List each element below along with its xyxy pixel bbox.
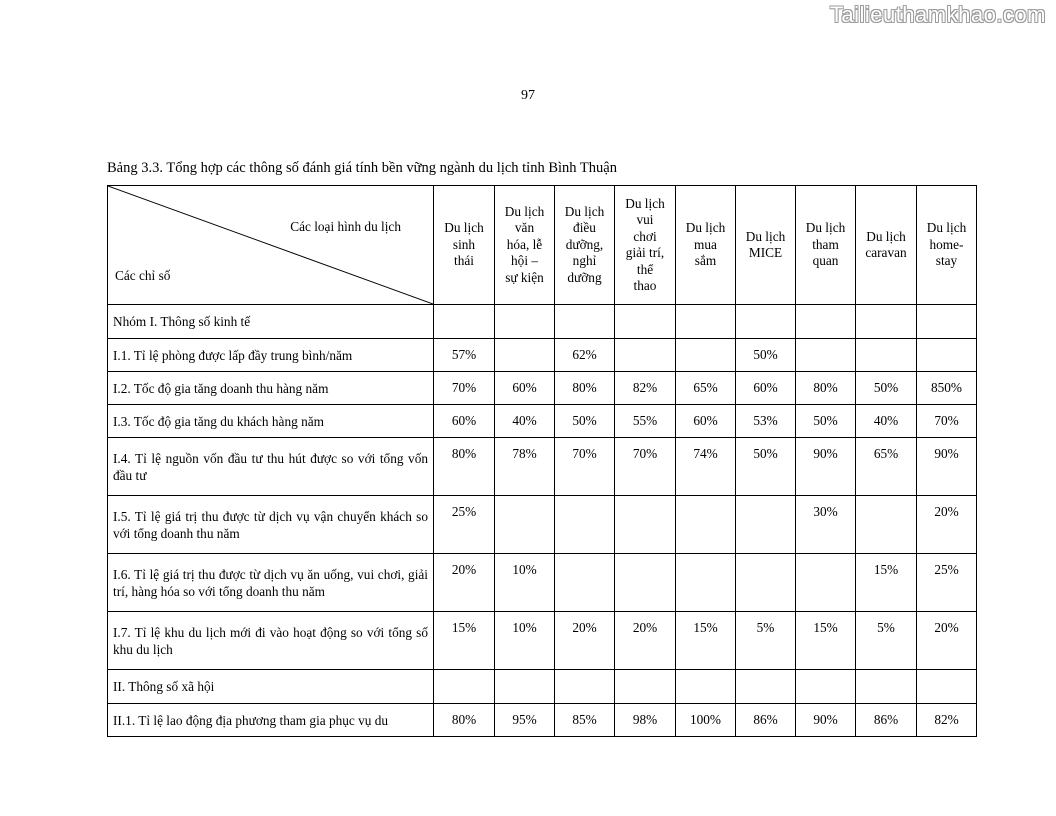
value-cell [676,339,736,372]
column-header-line: Du lịch [625,195,665,211]
empty-cell [796,670,856,704]
empty-cell [555,670,615,704]
indicator-label: I.6. Tỉ lệ giá trị thu được từ dịch vụ ăn uống, vui chơi, giải trí, hàng hóa so với tổng doanh thu năm [108,554,434,612]
value-cell: 60% [676,405,736,438]
value-cell [555,554,615,612]
value-cell: 50% [736,339,796,372]
value-cell: 62% [555,339,615,372]
indicator-label: I.2. Tốc độ gia tăng doanh thu hàng năm [108,372,434,405]
value-cell: 60% [434,405,495,438]
column-header [434,186,495,305]
table-row [108,612,977,670]
group-title: Nhóm I. Thông số kinh tế [108,305,434,339]
value-cell: 65% [856,438,917,496]
empty-cell [917,305,977,339]
value-cell: 95% [495,704,555,737]
value-cell [495,339,555,372]
value-cell: 20% [917,496,977,554]
column-header [736,186,796,305]
value-cell: 50% [736,438,796,496]
value-cell: 40% [495,405,555,438]
value-cell: 50% [555,405,615,438]
value-cell [917,339,977,372]
value-cell: 20% [434,554,495,612]
column-header-line: hóa, lễ [506,236,543,252]
watermark: Tailieuthamkhao.com [829,2,1046,27]
corner-label-indicators: Các chỉ số [115,268,171,283]
table-row [108,496,977,554]
empty-cell [676,305,736,339]
value-cell [736,496,796,554]
table-row [108,704,977,737]
indicator-label: II.1. Tỉ lệ lao động địa phương tham gia phục vụ du [108,704,434,737]
column-header-line: sinh [452,236,476,252]
value-cell [736,554,796,612]
value-cell: 57% [434,339,495,372]
value-cell: 82% [615,372,676,405]
value-cell: 90% [796,438,856,496]
column-header-line: stay [935,253,958,269]
value-cell [796,554,856,612]
value-cell: 5% [736,612,796,670]
value-cell: 25% [917,554,977,612]
indicator-label: I.5. Tỉ lệ giá trị thu được từ dịch vụ vận chuyển khách so với tổng doanh thu năm [108,496,434,554]
corner-label-types: Các loại hình du lịch [290,219,401,234]
empty-cell [796,305,856,339]
empty-cell [736,670,796,704]
empty-cell [856,305,917,339]
value-cell: 86% [856,704,917,737]
indicator-table [107,185,977,737]
empty-cell [555,305,615,339]
column-header-line: Du lịch [866,228,906,244]
column-header-line: văn [514,220,535,236]
table-row [108,339,977,372]
value-cell: 850% [917,372,977,405]
value-cell: 10% [495,554,555,612]
indicator-label: I.7. Tỉ lệ khu du lịch mới đi vào hoạt động so với tổng số khu du lịch [108,612,434,670]
value-cell: 70% [555,438,615,496]
value-cell: 85% [555,704,615,737]
value-cell: 30% [796,496,856,554]
group-row [108,670,977,704]
column-header [676,186,736,305]
column-header-line: hội – [511,253,538,269]
column-header [917,186,977,305]
column-header-line: dưỡng [567,269,602,285]
column-header-line: caravan [865,245,907,260]
value-cell: 53% [736,405,796,438]
value-cell: 98% [615,704,676,737]
value-cell [796,339,856,372]
value-cell: 90% [917,438,977,496]
page-number: 97 [521,88,535,103]
value-cell: 55% [615,405,676,438]
column-header-line: Du lịch [926,220,967,236]
indicator-label: I.1. Tỉ lệ phòng được lấp đầy trung bình/năm [108,339,434,372]
column-header-line: Du lịch [745,228,786,244]
column-header-line: thao [633,278,657,293]
empty-cell [434,670,495,704]
indicator-label: I.3. Tốc độ gia tăng du khách hàng năm [108,405,434,438]
column-header-line: vui [636,212,654,227]
column-header [495,186,555,305]
value-cell [555,496,615,554]
column-header-line: quan [812,253,839,269]
table-row [108,554,977,612]
value-cell [856,496,917,554]
value-cell: 15% [856,554,917,612]
value-cell: 78% [495,438,555,496]
table-header-row [108,186,977,305]
empty-cell [676,670,736,704]
value-cell: 82% [917,704,977,737]
group-title: II. Thông số xã hội [108,670,434,704]
empty-cell [615,305,676,339]
column-header-line: nghỉ [572,253,597,269]
column-header-line: Du lịch [805,220,846,236]
column-header-line: thái [454,253,474,269]
column-header [856,186,917,305]
table-row [108,438,977,496]
empty-cell [495,670,555,704]
value-cell: 5% [856,612,917,670]
column-header-line: dưỡng, [565,236,604,252]
column-header [796,186,856,305]
value-cell: 86% [736,704,796,737]
empty-cell [615,670,676,704]
column-header [615,186,676,305]
value-cell: 50% [856,372,917,405]
value-cell: 40% [856,405,917,438]
empty-cell [917,670,977,704]
value-cell: 80% [555,372,615,405]
indicator-label: I.4. Tỉ lệ nguồn vốn đầu tư thu hút được so với tổng vốn đầu tư [108,438,434,496]
header-corner-cell [108,186,434,305]
column-header-line: điều [573,220,596,236]
value-cell: 80% [434,438,495,496]
value-cell: 70% [615,438,676,496]
value-cell [615,496,676,554]
column-header-line: Du lịch [564,203,605,219]
value-cell: 50% [796,405,856,438]
value-cell: 70% [434,372,495,405]
column-header-line: Du lịch [685,220,726,236]
value-cell [676,496,736,554]
empty-cell [736,305,796,339]
column-header-line: tham [812,236,839,252]
table-caption: Bảng 3.3. Tổng hợp các thông số đánh giá tính bền vững ngành du lịch tỉnh Bình Thuận [107,160,617,176]
value-cell: 80% [434,704,495,737]
value-cell [495,496,555,554]
column-header-line: home- [929,236,964,252]
value-cell: 60% [736,372,796,405]
empty-cell [856,670,917,704]
value-cell: 20% [615,612,676,670]
value-cell: 20% [555,612,615,670]
column-header-line: Du lịch [444,220,484,236]
value-cell: 25% [434,496,495,554]
value-cell: 10% [495,612,555,670]
value-cell: 60% [495,372,555,405]
value-cell [676,554,736,612]
column-header [555,186,615,305]
value-cell: 20% [917,612,977,670]
value-cell: 80% [796,372,856,405]
column-header-line: sắm [694,253,717,269]
value-cell: 15% [796,612,856,670]
value-cell: 74% [676,438,736,496]
value-cell: 15% [434,612,495,670]
value-cell: 90% [796,704,856,737]
table-row [108,372,977,405]
value-cell [615,554,676,612]
value-cell: 100% [676,704,736,737]
column-header-line: giải trí, [625,245,665,260]
column-header-line: thể [636,261,654,277]
column-header-line: sự kiện [505,269,544,285]
table-row [108,405,977,438]
group-row [108,305,977,339]
value-cell: 65% [676,372,736,405]
value-cell: 15% [676,612,736,670]
column-header-line: mua [694,236,717,252]
value-cell [856,339,917,372]
value-cell [615,339,676,372]
empty-cell [495,305,555,339]
value-cell: 70% [917,405,977,438]
empty-cell [434,305,495,339]
column-header-line: chơi [633,228,657,244]
column-header-line: Du lịch [504,203,545,219]
diagonal-divider [108,186,433,304]
column-header-line: MICE [748,245,783,260]
